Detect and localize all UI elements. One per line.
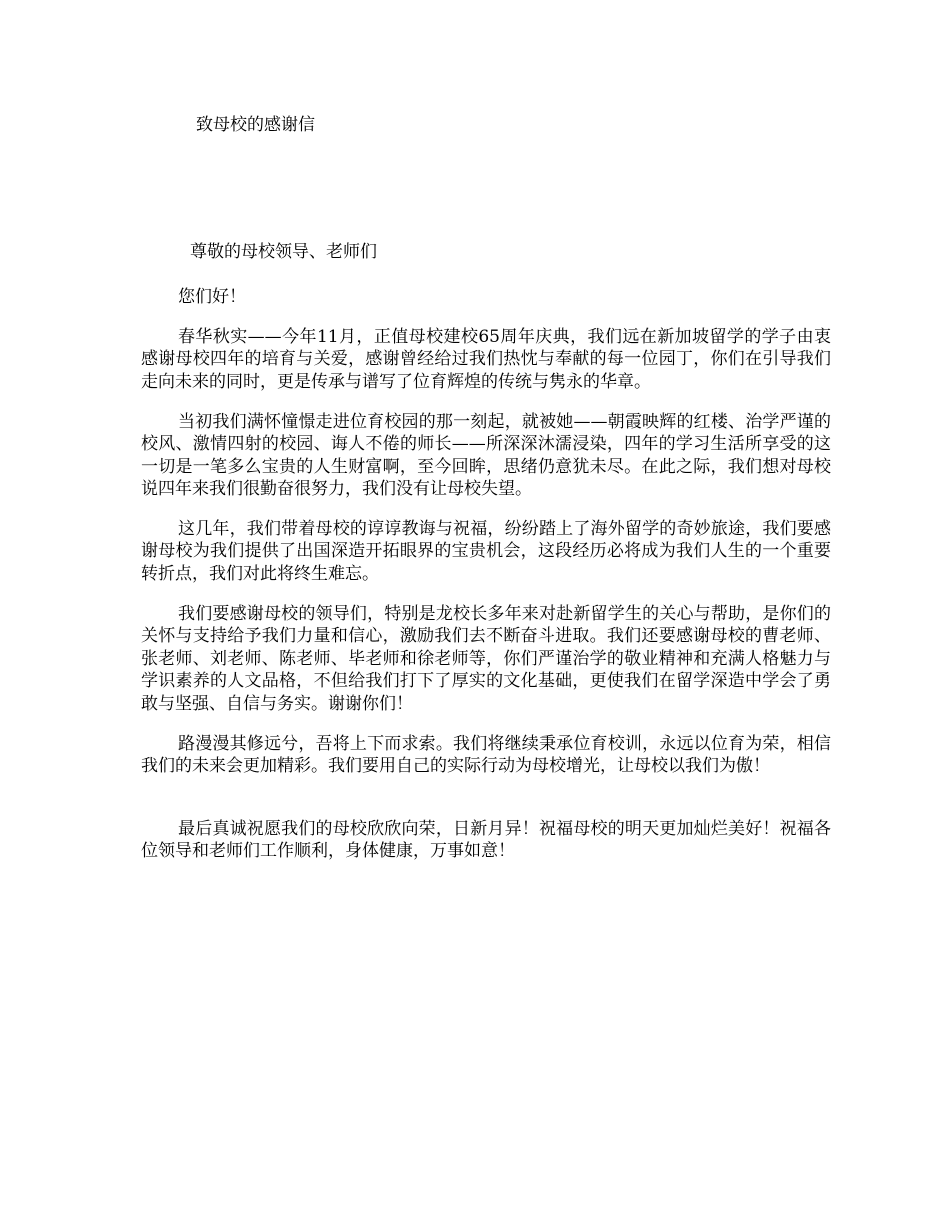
letter-title: 致母校的感谢信 (196, 115, 315, 135)
letter-paragraph: 最后真诚祝愿我们的母校欣欣向荣，日新月异！祝福母校的明天更加灿烂美好！祝福各位领导和老师们工作顺利，身体健康，万事如意！ (141, 819, 831, 862)
letter-paragraph: 春华秋实——今年11月，正值母校建校65周年庆典，我们远在新加坡留学的学子由衷感谢母校四年的培育与关爱，感谢曾经给过我们热忱与奉献的每一位园丁，你们在引导我们走向未来的同时，更是传承与谱写了位育辉煌的传统与隽永的华章。 (141, 327, 831, 392)
letter-salutation: 尊敬的母校领导、老师们 (190, 242, 377, 262)
letter-paragraph: 这几年，我们带着母校的谆谆教诲与祝福，纷纷踏上了海外留学的奇妙旅途，我们要感谢母校为我们提供了出国深造开拓眼界的宝贵机会，这段经历必将成为我们人生的一个重要转折点，我们对此将终生难忘。 (141, 519, 831, 584)
letter-greeting: 您们好！ (178, 287, 246, 307)
letter-paragraph: 当初我们满怀憧憬走进位育校园的那一刻起，就被她——朝霞映辉的红楼、治学严谨的校风、激情四射的校园、诲人不倦的师长——所深深沐濡浸染，四年的学习生活所享受的这一切是一笔多么宝贵的人生财富啊，至今回眸，思绪仍意犹未尽。在此之际，我们想对母校说四年来我们很勤奋很努力，我们没有让母校失望。 (141, 412, 831, 500)
letter-paragraph: 路漫漫其修远兮，吾将上下而求索。我们将继续秉承位育校训，永远以位育为荣，相信我们的未来会更加精彩。我们要用自己的实际行动为母校增光，让母校以我们为傲！ (141, 734, 831, 777)
letter-paragraph: 我们要感谢母校的领导们，特别是龙校长多年来对赴新留学生的关心与帮助，是你们的关怀与支持给予我们力量和信心，激励我们去不断奋斗进取。我们还要感谢母校的曹老师、张老师、刘老师、陈老师、毕老师和徐老师等，你们严谨治学的敬业精神和充满人格魅力与学识素养的人文品格，不但给我们打下了厚实的文化基础，更使我们在留学深造中学会了勇敢与坚强、自信与务实。谢谢你们！ (141, 604, 831, 714)
